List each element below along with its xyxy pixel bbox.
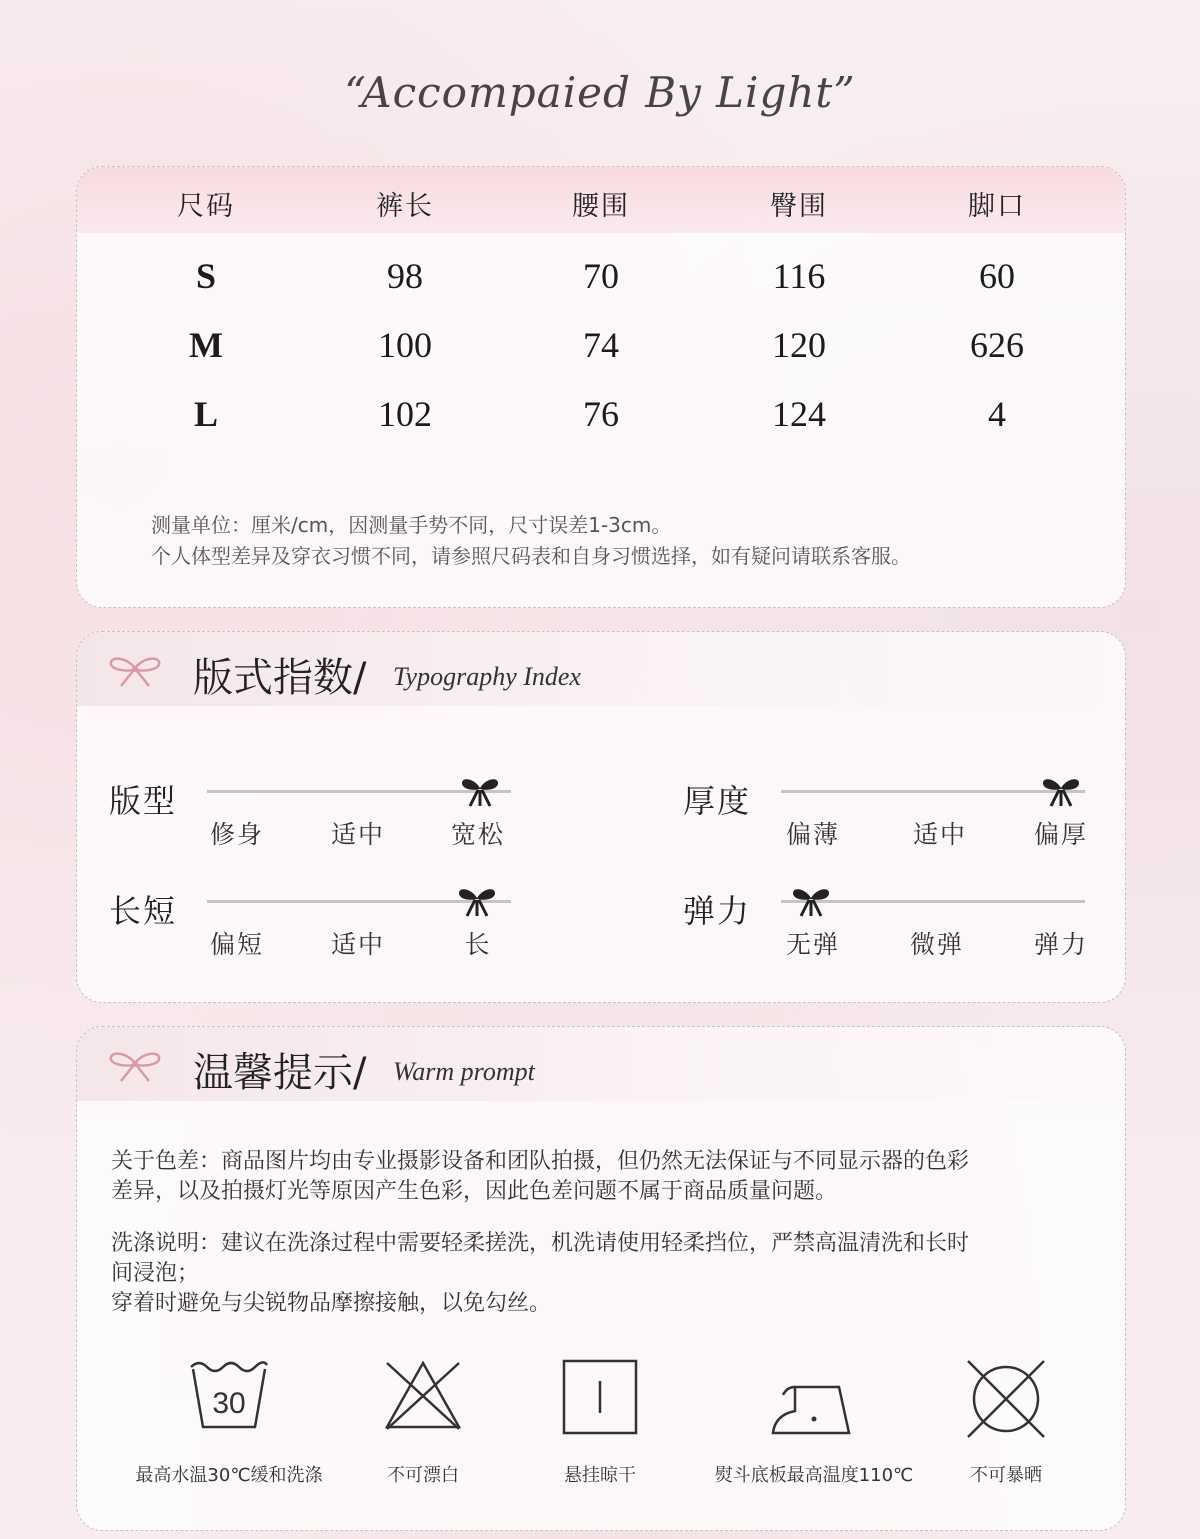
metric-label: 弹力 [683, 892, 752, 930]
no-sun-dry-icon [964, 1357, 1048, 1441]
cell-length: 100 [378, 325, 432, 365]
cell-waist: 76 [583, 394, 619, 434]
header-size: 尺码 [177, 191, 235, 222]
section-title-en: Typography Index [393, 662, 581, 691]
metric-label: 长短 [109, 892, 178, 930]
tick-label: 适中 [330, 820, 385, 849]
header-hip: 臀围 [770, 191, 828, 222]
wash-30-icon [187, 1357, 271, 1433]
care-label: 不可暴晒 [970, 1465, 1042, 1486]
wash-note-line: 洗涤说明：建议在洗涤过程中需要轻柔搓洗，机洗请使用轻柔挡位，严禁高温清洗和长时 [111, 1231, 970, 1256]
cell-size: M [189, 325, 223, 365]
section-header [77, 632, 1125, 706]
warm-prompt-card [76, 1026, 1126, 1531]
cell-size: L [193, 394, 218, 434]
tick-label: 无弹 [785, 930, 840, 959]
care-item [704, 1357, 924, 1487]
cell-length: 102 [378, 394, 432, 434]
wash-temp-text: 30 [212, 1387, 246, 1420]
tick-label: 修身 [209, 820, 264, 849]
size-table-card [76, 166, 1126, 608]
tick-label: 适中 [912, 820, 967, 849]
tick-label: 偏薄 [785, 820, 840, 849]
cell-hem: 60 [979, 256, 1015, 296]
section-title-cn: 版式指数/ [193, 655, 367, 701]
tick-label: 微弹 [909, 930, 964, 959]
metric-label: 版型 [109, 782, 178, 820]
bow-marker-icon [1041, 776, 1081, 808]
cell-waist: 74 [583, 325, 619, 365]
tick-label: 弹力 [1033, 930, 1088, 959]
care-label: 熨斗底板最高温度110℃ [714, 1465, 914, 1486]
tick-label: 宽松 [450, 820, 505, 849]
bow-icon [107, 1049, 163, 1089]
wash-note-line: 间浸泡； [111, 1261, 200, 1286]
header-hem: 脚口 [968, 191, 1026, 222]
cell-hem: 4 [988, 394, 1006, 434]
cell-waist: 70 [583, 256, 619, 296]
tick-label: 偏短 [209, 930, 264, 959]
care-label: 最高水温30℃缓和洗涤 [135, 1465, 323, 1486]
cell-hem: 626 [970, 325, 1024, 365]
bow-marker-icon [457, 886, 497, 918]
tick-label: 长 [464, 930, 492, 959]
metric-track [781, 790, 1085, 793]
measure-note: 测量单位：厘米/cm，因测量手势不同，尺寸误差1-3cm。 [151, 513, 672, 537]
header-waist: 腰围 [572, 191, 630, 222]
size-table-header [77, 167, 1125, 233]
iron-low-icon [769, 1357, 859, 1441]
section-title-en: Warm prompt [393, 1057, 535, 1086]
cell-length: 98 [387, 256, 423, 296]
cell-hip: 124 [772, 394, 826, 434]
color-note-line: 关于色差：商品图片均由专业摄影设备和团队拍摄，但仍然无法保证与不同显示器的色彩 [111, 1149, 970, 1174]
bow-marker-icon [460, 776, 500, 808]
metric-label: 厚度 [683, 782, 752, 820]
care-item [119, 1357, 339, 1487]
care-label: 悬挂晾干 [564, 1465, 636, 1486]
no-bleach-icon [381, 1357, 465, 1433]
section-title-cn: 温馨提示/ [193, 1050, 367, 1096]
care-item [896, 1357, 1116, 1487]
header-length: 裤长 [376, 191, 434, 222]
bow-marker-icon [791, 886, 831, 918]
cell-size: S [195, 256, 217, 296]
section-header [77, 1027, 1125, 1101]
tick-label: 偏厚 [1033, 820, 1088, 849]
cell-hip: 120 [772, 325, 826, 365]
tick-label: 适中 [330, 930, 385, 959]
color-note-line: 差异，以及拍摄灯光等原因产生色彩，因此色差问题不属于商品质量问题。 [111, 1179, 838, 1204]
fit-note: 个人体型差异及穿衣习惯不同，请参照尺码表和自身习惯选择，如有疑问请联系客服。 [151, 544, 911, 568]
typography-index-card [76, 631, 1126, 1003]
care-label: 不可漂白 [387, 1465, 459, 1486]
wear-note-line: 穿着时避免与尖锐物品摩擦接触，以免勾丝。 [111, 1291, 552, 1316]
cell-hip: 116 [772, 256, 826, 296]
care-item [490, 1357, 710, 1487]
bow-icon [107, 654, 163, 694]
page-headline: “Accompaied By Light” [344, 68, 856, 117]
hang-dry-icon [558, 1357, 642, 1441]
